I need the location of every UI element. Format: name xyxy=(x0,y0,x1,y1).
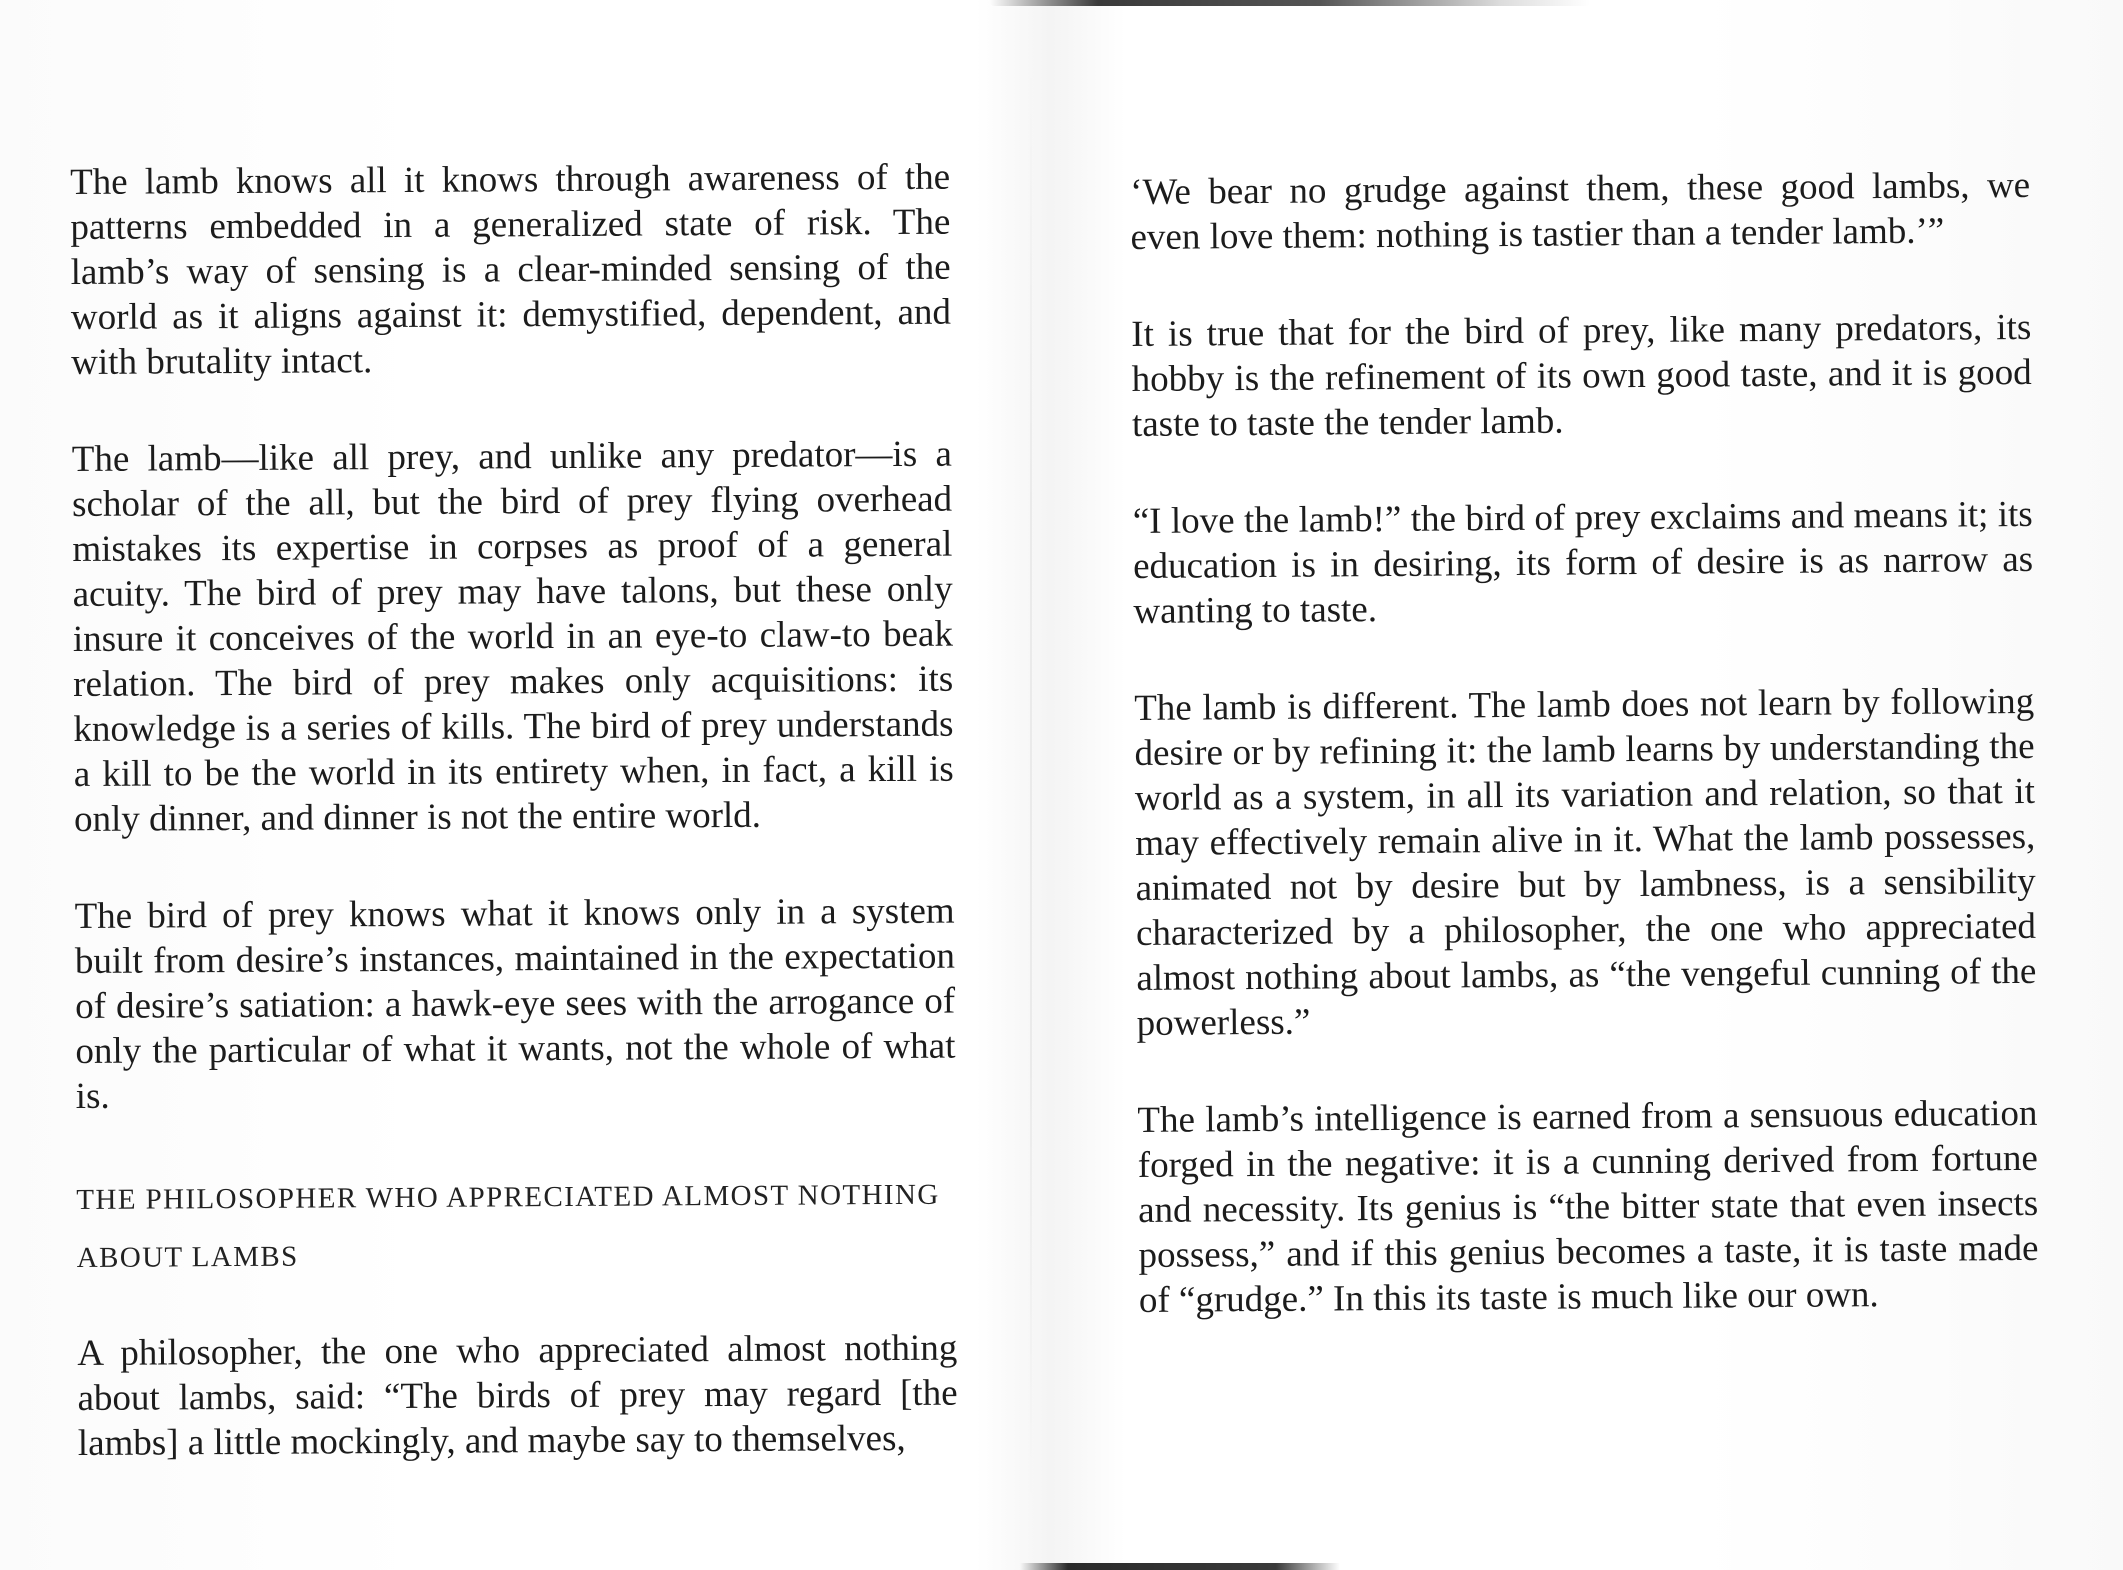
right-paragraph-1: ‘We bear no grudge against them, these good lambs, we even love them: nothing is tastier than a tender lamb.’” xyxy=(1130,164,2031,258)
page-edge-top xyxy=(990,0,1590,6)
right-page xyxy=(1130,163,2039,1375)
left-page xyxy=(70,155,958,1518)
section-heading: THE PHILOSOPHER WHO APPRECIATED ALMOST NOTHING ABOUT LAMBS xyxy=(76,1178,940,1274)
left-paragraph-4: A philosopher, the one who appreciated almost nothing about lambs, said: “The birds of prey may regard [the lambs] a little mockingly, and maybe say to themselves, xyxy=(77,1327,958,1464)
left-paragraph-2: The lamb—like all prey, and unlike any predator—is a scholar of the all, but the bird of prey flying overhead mistakes its expertise in corpses as proof of a general acuity. The bird of prey may have talons, but these only insure it conceives of the world in an eye-to claw-to beak relation. The bird of prey makes only acquisitions: its knowledge is a series of kills. The bird of prey understands a kill to be the world in its entirety when, in fact, a kill is only dinner, and dinner is not the entire world. xyxy=(71,433,954,840)
book-gutter xyxy=(1030,60,1032,1510)
left-paragraph-1: The lamb knows all it knows through awareness of the patterns embedded in a generalized state of risk. The lamb’s way of sensing is a clear-minded sensing of the world as it aligns against it: demystified, dependent, and with brutality intact. xyxy=(70,156,952,383)
right-paragraph-3: “I love the lamb!” the bird of prey exclaims and means it; its education is in desiring, its form of desire is as narrow as wanting to taste. xyxy=(1132,493,2034,632)
page-edge-bottom xyxy=(1020,1563,1340,1570)
right-paragraph-5: The lamb’s intelligence is earned from a sensuous education forged in the negative: it is a cunning derived from fortune and necessity. Its genius is “the bitter state that even insects possess,” and if this genius becomes a taste, it is taste made of “grudge.” In this its taste is much like our own. xyxy=(1137,1092,2039,1321)
left-paragraph-3: The bird of prey knows what it knows only in a system built from desire’s instances, maintained in the expectation of desire’s satiation: a hawk-eye sees with the arrogance of only the particular of what it wants, not the whole of what is. xyxy=(74,890,956,1117)
right-paragraph-2: It is true that for the bird of prey, like many predators, its hobby is the refinement of its own good taste, and it is good taste to taste the tender lamb. xyxy=(1131,306,2032,445)
right-paragraph-4: The lamb is different. The lamb does not learn by following desire or by refining it: the lamb learns by understanding the world as a system, in all its variation and relation, so that it may effectively remain alive in it. What the lamb possesses, animated not by desire but by lambness, is a sensibility characterized by a philosopher, the one who appreciated almost nothing about lambs, as “the vengeful cunning of the powerless.” xyxy=(1134,680,2037,1044)
